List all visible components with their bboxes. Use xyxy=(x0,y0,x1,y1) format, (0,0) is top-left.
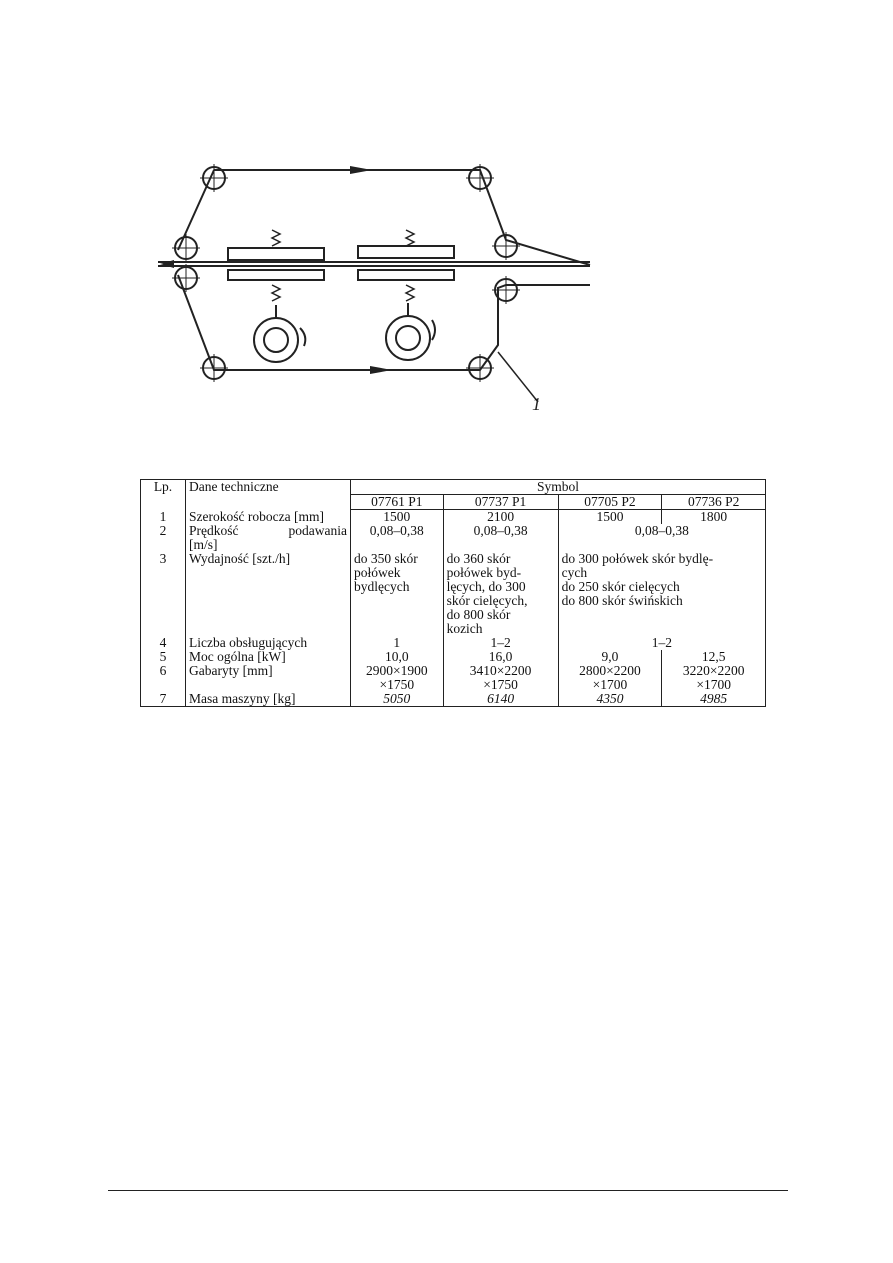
cell-value: 6140 xyxy=(443,692,558,707)
cell-value: 1500 xyxy=(351,510,444,525)
cell-line: do 800 skór xyxy=(446,607,511,622)
code-07736-p2: 07736 P2 xyxy=(662,495,766,510)
cell-value: 12,5 xyxy=(662,650,766,664)
cell-value: 16,0 xyxy=(443,650,558,664)
cell-value: 4350 xyxy=(558,692,662,707)
cell-value: 1800 xyxy=(662,510,766,525)
table-row xyxy=(141,636,766,650)
technical-data-table xyxy=(140,479,766,707)
cell-value: 9,0 xyxy=(558,650,662,664)
cell-value xyxy=(662,664,766,692)
row-name-part: Prędkość xyxy=(189,523,239,538)
table-row xyxy=(141,650,766,664)
table-row xyxy=(141,664,766,692)
row-name: Gabaryty [mm] xyxy=(186,664,351,692)
table-row xyxy=(141,524,766,552)
cell-value: 5050 xyxy=(351,692,444,707)
cell-line: 2900×1900 xyxy=(365,663,428,678)
row-name: Moc ogólna [kW] xyxy=(186,650,351,664)
row-name xyxy=(186,524,351,552)
cell-line: 2800×2200 xyxy=(579,663,641,678)
row-name: Szerokość robocza [mm] xyxy=(186,510,351,525)
cell-line: ×1750 xyxy=(379,677,415,692)
cell-line: bydlęcych xyxy=(354,579,410,594)
cell-value: 1–2 xyxy=(443,636,558,650)
cell-value-merged: 0,08–0,38 xyxy=(558,524,765,552)
row-lp: 4 xyxy=(141,636,186,650)
cell-value: 0,08–0,38 xyxy=(351,524,444,552)
cell-value xyxy=(558,664,662,692)
table-header-row xyxy=(141,480,766,495)
row-name: Wydajność [szt./h] xyxy=(186,552,351,636)
cell-line: kozich xyxy=(446,621,483,636)
cell-line: połówek byd- xyxy=(446,565,522,580)
row-name-part: [m/s] xyxy=(189,537,218,552)
cell-line: do 350 skór xyxy=(354,551,418,566)
cell-value: 1500 xyxy=(558,510,662,525)
cell-value xyxy=(443,664,558,692)
cell-value xyxy=(351,664,444,692)
cell-value xyxy=(443,552,558,636)
row-lp: 2 xyxy=(141,524,186,552)
cell-value: 0,08–0,38 xyxy=(443,524,558,552)
cell-line: do 300 połówek skór bydlę- xyxy=(561,551,714,566)
row-lp: 3 xyxy=(141,552,186,636)
cell-value xyxy=(351,552,444,636)
row-lp: 7 xyxy=(141,692,186,707)
code-07761-p1: 07761 P1 xyxy=(351,495,444,510)
cell-line: ×1700 xyxy=(592,677,628,692)
header-symbol: Symbol xyxy=(351,480,766,495)
table-row xyxy=(141,552,766,636)
header-lp: Lp. xyxy=(141,480,186,510)
cell-value: 10,0 xyxy=(351,650,444,664)
table-row xyxy=(141,510,766,525)
cell-value: 2100 xyxy=(443,510,558,525)
machine-schematic-figure xyxy=(150,140,600,430)
cell-value-merged: 1–2 xyxy=(558,636,765,650)
cell-line: skór cielęcych, xyxy=(446,593,528,608)
code-07737-p1: 07737 P1 xyxy=(443,495,558,510)
row-name: Liczba obsługujących xyxy=(186,636,351,650)
cell-line: 3410×2200 xyxy=(469,663,532,678)
cell-value-merged xyxy=(558,552,765,636)
row-name: Masa maszyny [kg] xyxy=(186,692,351,707)
row-lp: 6 xyxy=(141,664,186,692)
footer-divider xyxy=(108,1190,788,1191)
cell-line: 3220×2200 xyxy=(682,663,745,678)
cell-line: do 360 skór xyxy=(446,551,511,566)
table-row xyxy=(141,692,766,707)
cell-line: lęcych, do 300 xyxy=(446,579,526,594)
cell-line: ×1750 xyxy=(483,677,518,692)
conveyor-machine-diagram xyxy=(150,140,600,430)
callout-label: 1 xyxy=(532,394,541,414)
cell-value: 4985 xyxy=(662,692,766,707)
cell-line: połówek xyxy=(354,565,401,580)
cell-line: do 800 skór świńskich xyxy=(561,593,683,608)
cell-line: ×1700 xyxy=(696,677,731,692)
cell-line: cych xyxy=(561,565,588,580)
row-lp: 1 xyxy=(141,510,186,525)
row-lp: 5 xyxy=(141,650,186,664)
cell-value: 1 xyxy=(351,636,444,650)
row-name-part: podawania xyxy=(288,523,347,538)
header-technical-data: Dane techniczne xyxy=(186,480,351,510)
code-07705-p2: 07705 P2 xyxy=(558,495,662,510)
cell-line: do 250 skór cielęcych xyxy=(561,579,680,594)
